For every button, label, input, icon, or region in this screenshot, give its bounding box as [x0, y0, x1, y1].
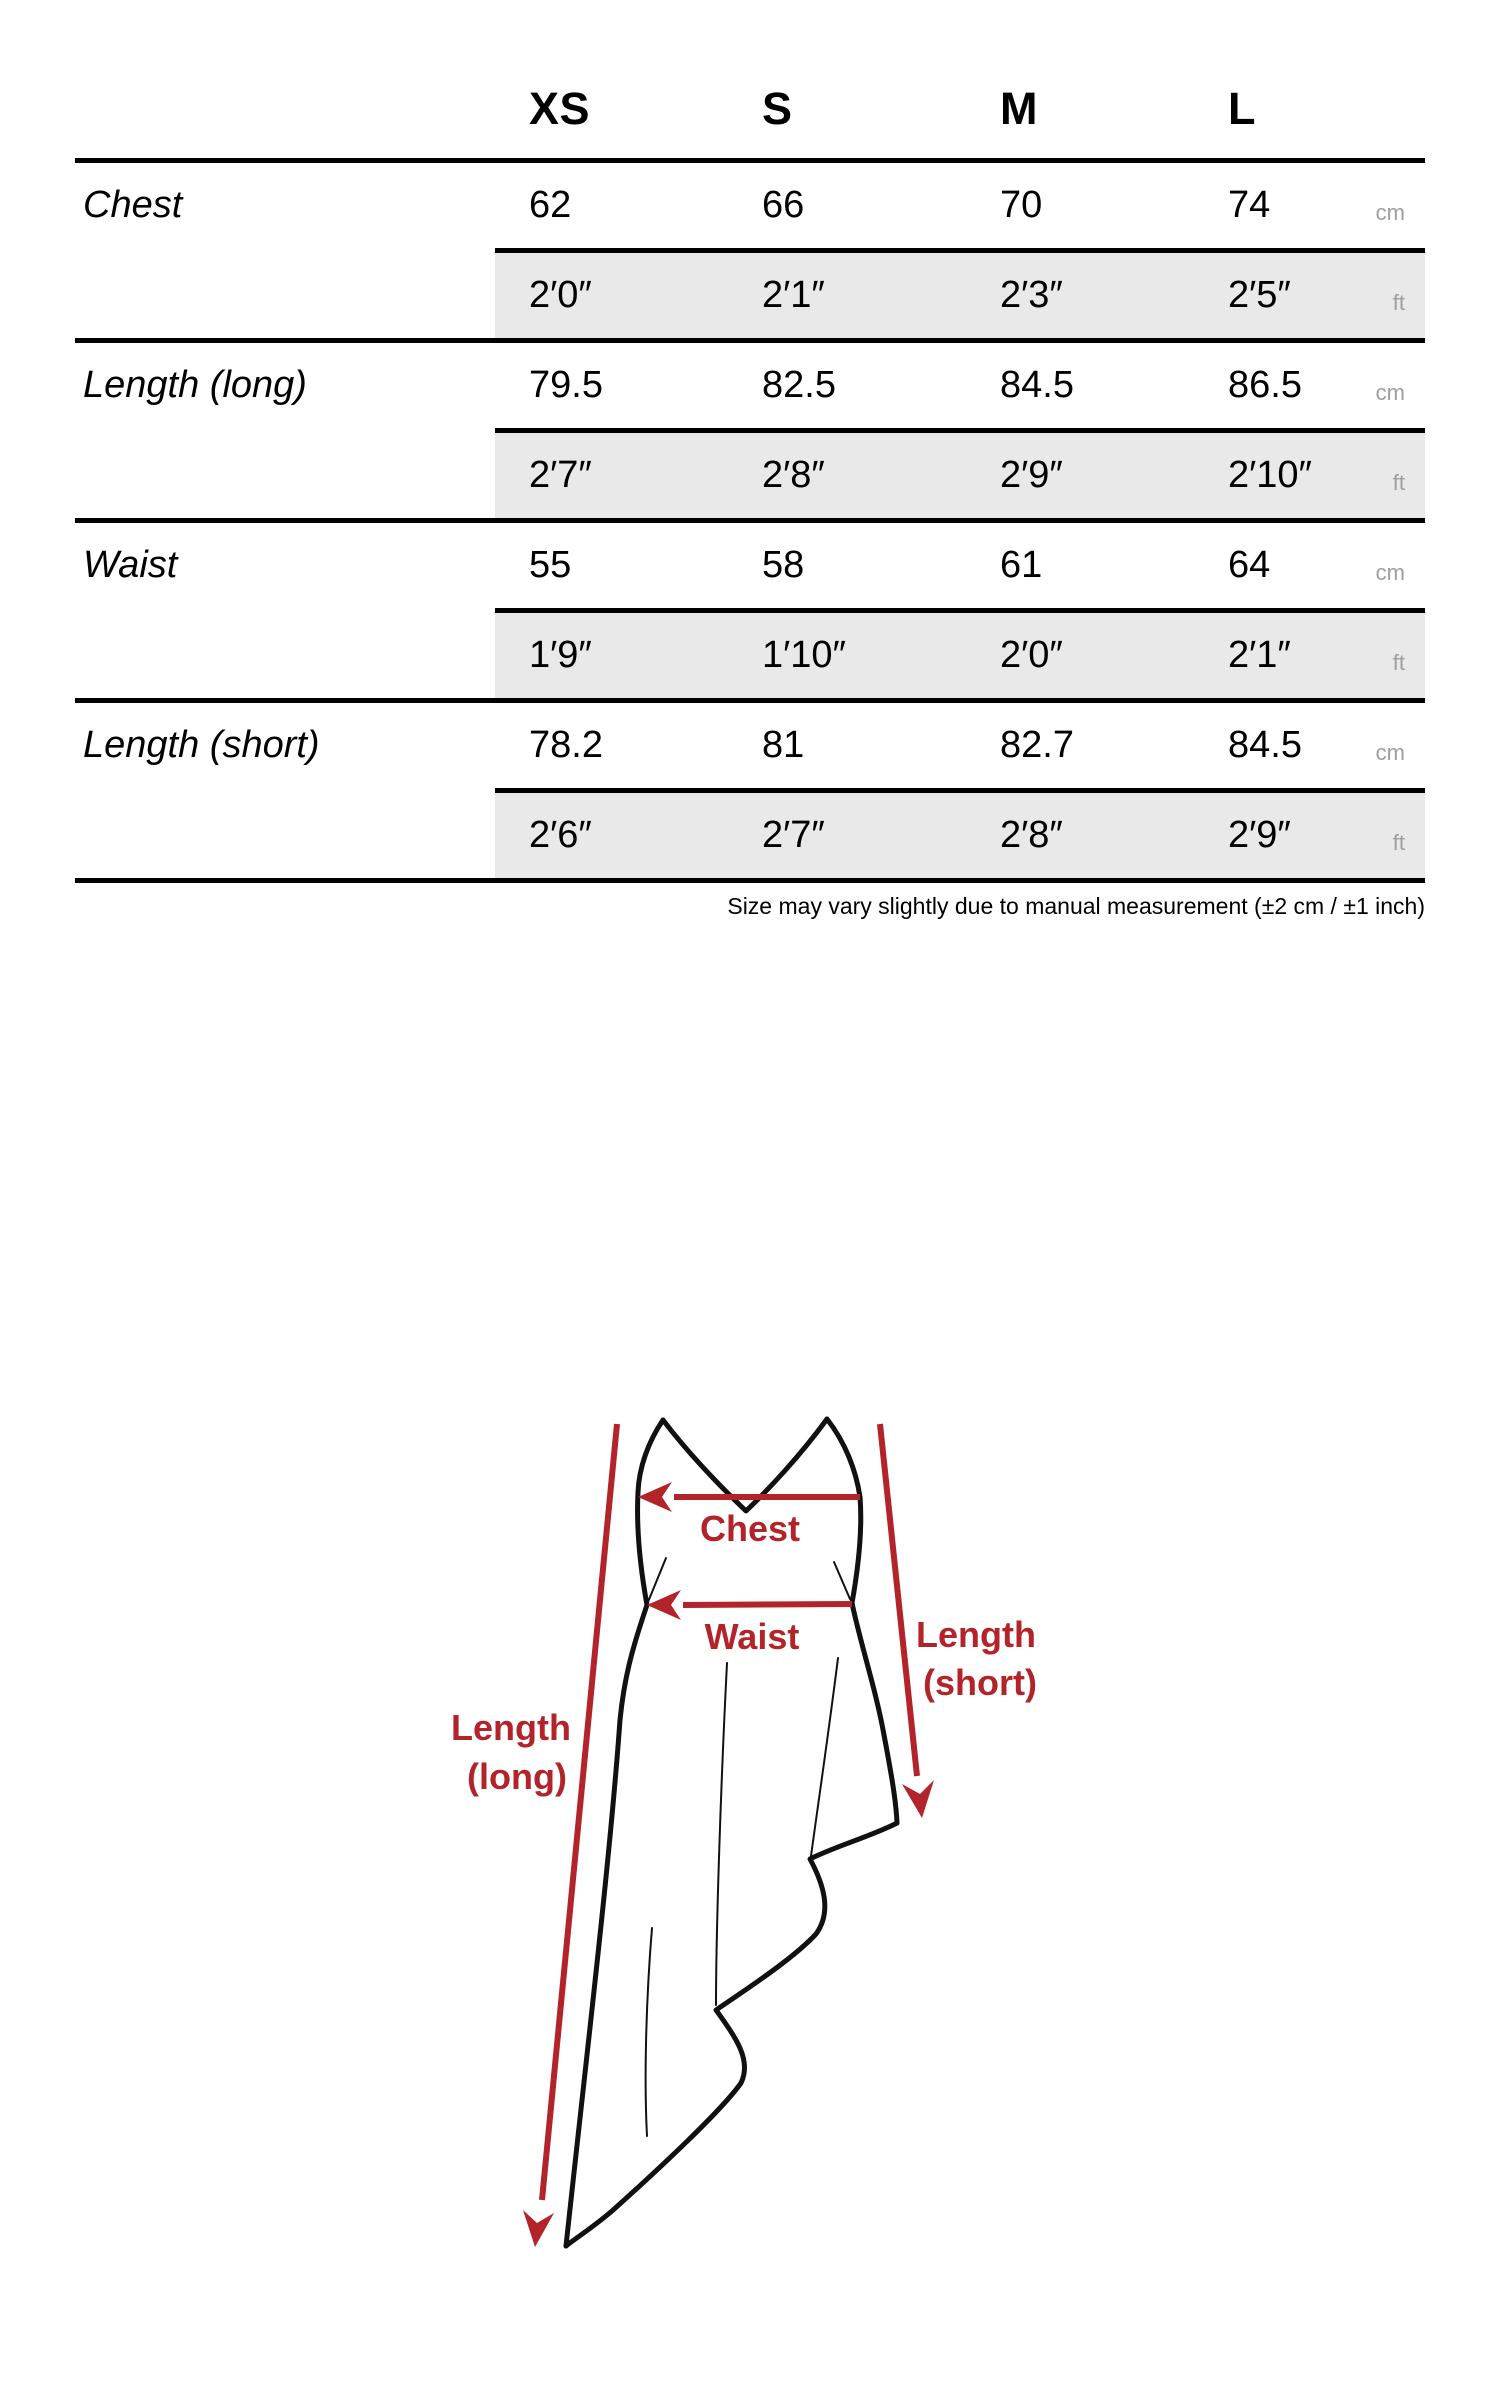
cell-value: 81 [762, 724, 805, 766]
cell-value: 66 [762, 184, 805, 226]
cell-value: 86.5 [1228, 364, 1302, 406]
cell-value: 58 [762, 544, 805, 586]
table-row [75, 248, 1425, 338]
cell-value: 2′0″ [1000, 634, 1063, 676]
length-long-measure-arrow [523, 1424, 617, 2247]
waist-label: Waist [704, 1616, 800, 1657]
fabric-fold-right [811, 1658, 838, 1856]
row-label: Length (long) [83, 364, 307, 406]
cell-value: 84.5 [1000, 364, 1074, 406]
row-label: Length (short) [83, 724, 320, 766]
fabric-fold-left [646, 1928, 652, 2136]
cell-value: 78.2 [529, 724, 603, 766]
dress-measurement-diagram [420, 1380, 1120, 2300]
cell-value: 2′7″ [762, 814, 825, 856]
cell-value: 2′0″ [529, 274, 592, 316]
cell-value: 2′1″ [762, 274, 825, 316]
cell-value: 62 [529, 184, 572, 226]
cell-value: 84.5 [1228, 724, 1302, 766]
table-row [75, 523, 1425, 608]
cell-value: 2′10″ [1228, 454, 1312, 496]
cell-value: 2′6″ [529, 814, 592, 856]
dress-left-edge [566, 1420, 663, 2246]
cell-value: 70 [1000, 184, 1043, 226]
unit-label-ft: ft [1392, 649, 1405, 675]
table-group-length-short [75, 703, 1425, 883]
arrow-head-down-icon [902, 1780, 934, 1818]
unit-label-cm: cm [1375, 379, 1405, 405]
cell-value: 2′3″ [1000, 274, 1063, 316]
table-row [75, 163, 1425, 248]
column-header-m: M [1000, 83, 1038, 134]
row-label: Waist [83, 544, 178, 586]
table-row [75, 788, 1425, 878]
chest-label: Chest [699, 1508, 801, 1549]
table-row [75, 608, 1425, 698]
size-table-header-row [75, 60, 1425, 163]
cell-value: 64 [1228, 544, 1271, 586]
length-short-label-line2: (short) [923, 1662, 1037, 1703]
waist-dart-right [834, 1562, 850, 1599]
cell-value: 82.7 [1000, 724, 1074, 766]
cell-value: 2′1″ [1228, 634, 1291, 676]
cell-value: 55 [529, 544, 572, 586]
cell-value: 2′5″ [1228, 274, 1291, 316]
unit-label-ft: ft [1392, 469, 1405, 495]
length-long-label-line1: Length [451, 1707, 571, 1748]
cell-value: 74 [1228, 184, 1271, 226]
unit-label-cm: cm [1375, 199, 1405, 225]
cell-value: 2′8″ [762, 454, 825, 496]
unit-label-ft: ft [1392, 829, 1405, 855]
cell-value: 1′9″ [529, 634, 592, 676]
cell-value: 2′9″ [1000, 454, 1063, 496]
table-group-chest [75, 163, 1425, 343]
unit-label-cm: cm [1375, 559, 1405, 585]
fabric-fold-center [716, 1663, 727, 2005]
cell-value: 2′7″ [529, 454, 592, 496]
waist-dart-left [648, 1558, 666, 1602]
dress-hem [566, 1823, 897, 2246]
column-header-xs: XS [529, 83, 591, 134]
measurement-note: Size may vary slightly due to manual measurement (±2 cm / ±1 inch) [727, 893, 1425, 919]
cell-value: 2′8″ [1000, 814, 1063, 856]
cell-value: 79.5 [529, 364, 603, 406]
unit-label-ft: ft [1392, 289, 1405, 315]
table-row [75, 428, 1425, 518]
cell-value: 1′10″ [762, 634, 846, 676]
size-table [75, 60, 1425, 883]
cell-value: 82.5 [762, 364, 836, 406]
length-short-label-line1: Length [916, 1614, 1036, 1655]
cell-value: 61 [1000, 544, 1043, 586]
length-long-label-line2: (long) [467, 1756, 567, 1797]
row-label: Chest [83, 184, 183, 226]
unit-label-cm: cm [1375, 739, 1405, 765]
table-group-waist [75, 523, 1425, 703]
table-row [75, 343, 1425, 428]
table-group-length-long [75, 343, 1425, 523]
arrow-head-left-icon [638, 1482, 672, 1512]
cell-value: 2′9″ [1228, 814, 1291, 856]
table-row [75, 703, 1425, 788]
column-header-l: L [1228, 83, 1256, 134]
arrow-head-down-icon [523, 2210, 554, 2247]
column-header-s: S [762, 83, 793, 134]
